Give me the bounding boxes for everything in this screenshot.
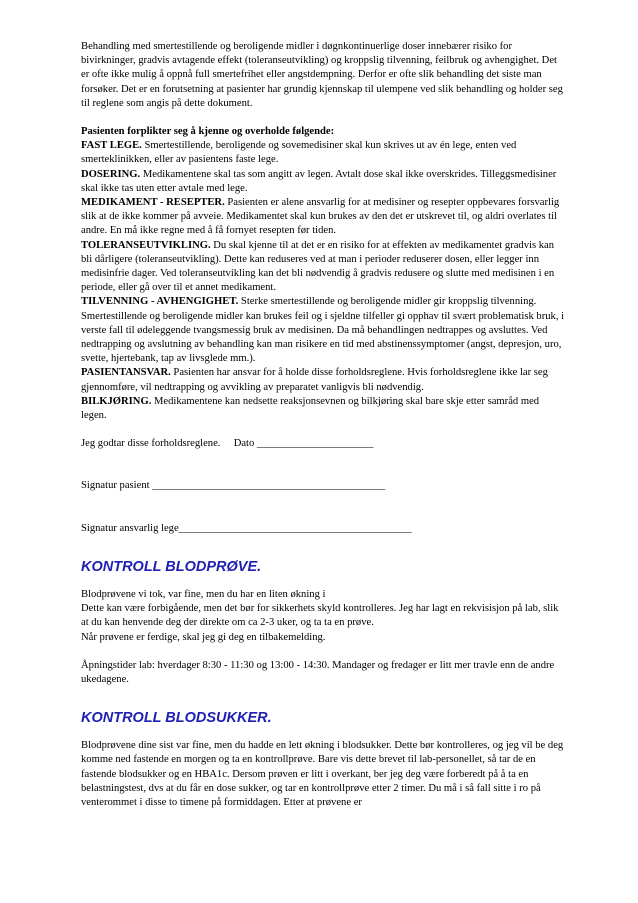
- signature-patient-line: Signatur pasient ____________________________________________: [81, 480, 386, 492]
- rule-bilkjoring: BILKJØRING. Medikamentene kan nedsette reaksjonsevnen og bilkjøring skal bare skje etter samråd med legen.: [81, 395, 540, 422]
- signature-doctor-line: Signatur ansvarlig lege____________________________________________: [81, 522, 412, 534]
- section-heading-blodprove: KONTROLL BLODPRØVE.: [81, 558, 262, 575]
- agreement-line: Jeg godtar disse forholdsreglene. Dato ______________________: [81, 438, 374, 450]
- intro-paragraph: Behandling med smertestillende og beroligende midler i døgnkontinuerlige doser innebærer risiko for bivirkninger, gradvis avtagende effekt (toleranseutvikling) og kroppslig tilvenning, feilbruk og avhengighet. Det er ofte ikke mulig å oppnå full smertefrihet eller angstdempning. Derfor er ofte slik behandling det siste man forsøker. Det er en forutsetning at pasienter har grundig kjennskap til ulempene ved slik behandling og holder seg til reglene som angis på dette dokument.: [81, 41, 563, 109]
- blodsukker-paragraph: Blodprøvene dine sist var fine, men du hadde en lett økning i blodsukker. Dette bør kontrolleres, og jeg vil be deg komme ned fastende en morgen og ta en kontrollprøve. Bare vis dette brevet til lab-personellet, så tar de en fastende blodsukker og en HBA1c. Dersom prøven er litt i overkant, ber jeg deg være forberedt på å ta en belastningstest, dvs at du får en dose sukker, og tar en kontrollprøve etter 2 timer. Du må i så fall sitte i ro på venterommet i disse to timene på formiddagen. Etter at prøvene er: [81, 740, 564, 808]
- blodprove-line-2: Dette kan være forbigående, men det bør for sikkerhets skyld kontrolleres. Jeg har lagt en rekvisisjon på lab, slik at du kan henvende deg der direkte om ca 2-3 uker, og ta ta en prøve.: [81, 603, 559, 629]
- rules-heading: Pasienten forplikter seg å kjenne og overholde følgende:: [81, 126, 335, 138]
- rules-list: [81, 139, 566, 423]
- rule-fast-lege: FAST LEGE. Smertestillende, beroligende og sovemedisiner skal kun skrives ut av én lege, enten ved smerteklinikken, eller av pasientens faste lege.: [81, 140, 517, 166]
- rule-medikament-resepter: MEDIKAMENT - RESEPTER. Pasienten er alene ansvarlig for at medisiner og resepter oppbevares forsvarlig slik at de ikke kommer på avveie. Medikamentet skal kun brukes av den det er utskrevet til, og aldri overlates til andre. En må ikke regne med å få fornyet resepten før tiden.: [81, 197, 560, 237]
- rule-tilvenning-avhengighet: TILVENNING - AVHENGIGHET. Sterke smertestillende og beroligende midler gir kroppslig tilvenning. Smertestillende og beroligende midler kan brukes feil og i sjeldne tilfeller gi opphav til svært problematisk bruk, i verste fall til ødeleggende tvangsmessig bruk av medisinen. Da må behandlingen nedtrappes og avsluttes. Ved nedtrapping og avslutning av behandling kan man risikere en tid med abstinenssymptomer (angst, depresjon, uro, svette, hjertebank, tap av livsglede mm.).: [81, 296, 565, 365]
- rule-pasientansvar: PASIENTANSVAR. Pasienten har ansvar for å holde disse forholdsreglene. Hvis forholdsreglene ikke lar seg gjennomføre, vil nedtrapping og avvikling av preparatet vanligvis bli nødvendig.: [81, 367, 548, 393]
- rule-dosering: DOSERING. Medikamentene skal tas som angitt av legen. Avtalt dose skal ikke overskrides. Tilleggsmedisiner skal ikke tas uten etter avtale med lege.: [81, 168, 557, 194]
- blodprove-line-3: Når prøvene er ferdige, skal jeg gi deg en tilbakemelding.: [81, 631, 326, 643]
- section-heading-blodsukker: KONTROLL BLODSUKKER.: [81, 710, 272, 727]
- blodprove-line-1: Blodprøvene vi tok, var fine, men du har en liten økning i: [81, 588, 326, 600]
- rule-toleranseutvikling: TOLERANSEUTVIKLING. Du skal kjenne til at det er en risiko for at effekten av medikamentet gradvis kan bli dårligere (toleranseutvikling). Dette kan reduseres ved at man i perioder reduserer dosen, eller legger inn medisinfrie dager. Ved toleranseutvikling kan det bli nødvendig å gradvis redusere og slutte med medisinen i en periode, eller gå over til et annet medikament.: [81, 239, 555, 294]
- document-page: [81, 40, 566, 810]
- lab-opening-hours: Åpningstider lab: hverdager 8:30 - 11:30 og 13:00 - 14:30. Mandager og fredager er litt mer travle enn de andre ukedagene.: [81, 659, 555, 685]
